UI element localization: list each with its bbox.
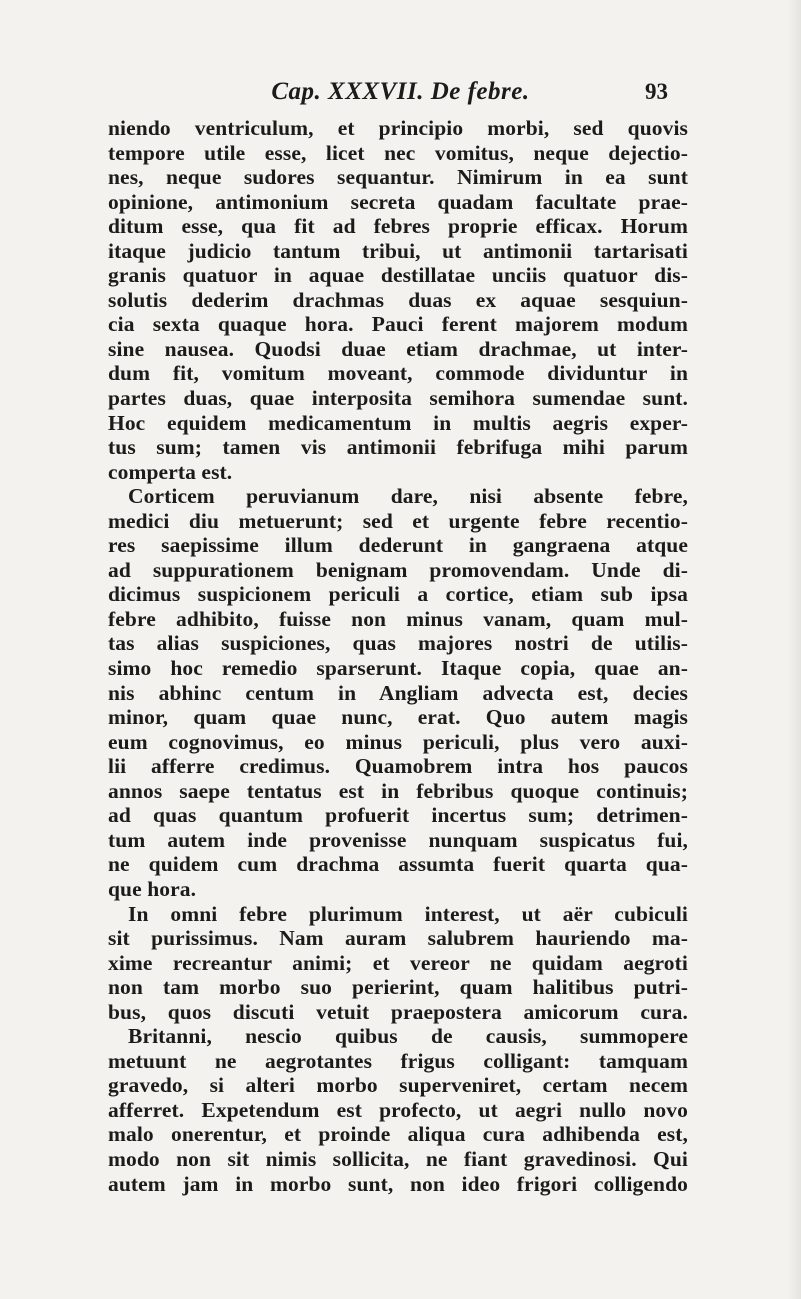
running-title: Cap. XXXVII. De febre.: [271, 78, 530, 105]
text-line: malo onerentur, et proinde aliqua cura adhibenda est,: [108, 1122, 688, 1147]
text-line: bus, quos discuti vetuit praepostera amicorum cura.: [108, 999, 688, 1024]
text-line: febre adhibito, fuisse non minus vanam, quam mul-: [108, 606, 688, 631]
text-line: tum autem inde provenisse nunquam suspicatus fui,: [108, 827, 688, 852]
text-line: dum fit, vomitum moveant, commode dividuntur in: [108, 361, 688, 386]
text-line: minor, quam quae nunc, erat. Quo autem magis: [108, 705, 688, 730]
paragraph-start-line: In omni febre plurimum interest, ut aër cubiculi: [128, 901, 688, 926]
text-line: modo non sit nimis sollicita, ne fiant gravedinosi. Qui: [108, 1146, 688, 1171]
text-line: ne quidem cum drachma assumta fuerit quarta qua-: [108, 852, 688, 877]
text-line: nes, neque sudores sequantur. Nimirum in ea sunt: [108, 165, 688, 190]
page-edge-shadow: [787, 0, 801, 1299]
text-line: medici diu metuerunt; sed et urgente febre recentio-: [108, 508, 688, 533]
text-line: gravedo, si alteri morbo superveniret, certam necem: [108, 1073, 688, 1098]
text-line: autem jam in morbo sunt, non ideo frigori colligendo: [108, 1171, 688, 1196]
page-header: [0, 76, 801, 112]
text-line: Hoc equidem medicamentum in multis aegris exper-: [108, 410, 688, 435]
text-line: tempore utile esse, licet nec vomitus, neque dejectio-: [108, 140, 688, 165]
text-line: simo hoc remedio sparserunt. Itaque copia, quae an-: [108, 656, 688, 681]
text-line: cia sexta quaque hora. Pauci ferent majorem modum: [108, 312, 688, 337]
text-line: metuunt ne aegrotantes frigus colligant: tamquam: [108, 1048, 688, 1073]
text-line: ad suppurationem benignam promovendam. Unde di-: [108, 557, 688, 582]
text-line: tus sum; tamen vis antimonii febrifuga mihi parum: [108, 435, 688, 460]
text-line: dicimus suspicionem periculi a cortice, etiam sub ipsa: [108, 582, 688, 607]
text-line: lii afferre credimus. Quamobrem intra hos paucos: [108, 754, 688, 779]
text-line: xime recreantur animi; et vereor ne quidam aegroti: [108, 950, 688, 975]
body-text: [108, 116, 688, 1196]
text-line: que hora.: [108, 876, 197, 901]
text-line: opinione, antimonium secreta quadam facultate prae-: [108, 189, 688, 214]
text-line: afferret. Expetendum est profecto, ut aegri nullo novo: [108, 1097, 688, 1122]
text-line: nis abhinc centum in Angliam advecta est, decies: [108, 680, 688, 705]
text-line: sine nausea. Quodsi duae etiam drachmae, ut inter-: [108, 336, 688, 361]
text-line: sit purissimus. Nam auram salubrem hauriendo ma-: [108, 926, 688, 951]
text-line: tas alias suspiciones, quas majores nostri de utilis-: [108, 631, 688, 656]
paragraph-start-line: Britanni, nescio quibus de causis, summopere: [128, 1024, 688, 1049]
text-line: eum cognovimus, eo minus periculi, plus vero auxi-: [108, 729, 688, 754]
text-line: niendo ventriculum, et principio morbi, sed quovis: [108, 116, 688, 140]
text-line: solutis dederim drachmas duas ex aquae sesquiun-: [108, 287, 688, 312]
text-line: ditum esse, qua fit ad febres proprie efficax. Horum: [108, 214, 688, 239]
text-line: partes duas, quae interposita semihora sumendae sunt.: [108, 386, 688, 411]
text-line: comperta est.: [108, 459, 233, 484]
page-number: 93: [645, 79, 668, 104]
paragraph-start-line: Corticem peruvianum dare, nisi absente febre,: [128, 484, 688, 509]
text-line: res saepissime illum dederunt in gangraena atque: [108, 533, 688, 558]
text-line: granis quatuor in aquae destillatae unciis quatuor dis-: [108, 263, 688, 288]
text-line: itaque judicio tantum tribui, ut antimonii tartarisati: [108, 238, 688, 263]
text-line: annos saepe tentatus est in febribus quoque continuis;: [108, 778, 688, 803]
text-line: ad quas quantum profuerit incertus sum; detrimen-: [108, 803, 688, 828]
text-line: non tam morbo suo perierint, quam halitibus putri-: [108, 975, 688, 1000]
